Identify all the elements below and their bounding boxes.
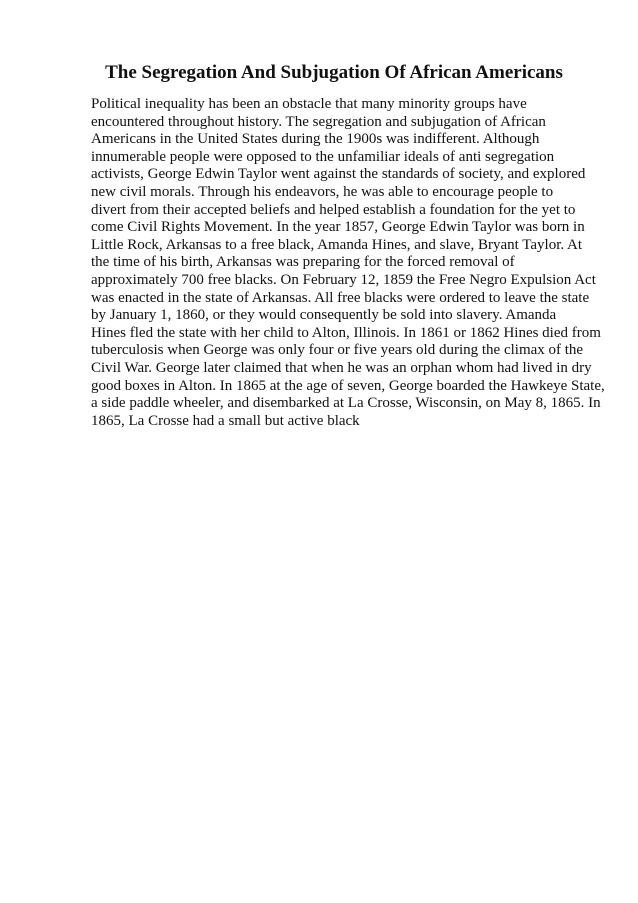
text-line: divert from their accepted beliefs and helped establish a foundation for the yet to: [91, 201, 576, 218]
text-line: 1865, La Crosse had a small but active black: [91, 412, 360, 429]
text-line: a side paddle wheeler, and disembarked at La Crosse, Wisconsin, on May 8, 1865. In: [91, 395, 601, 412]
body-paragraph: [91, 96, 605, 430]
text-line: tuberculosis when George was only four or five years old during the climax of the: [91, 342, 584, 359]
text-line: Political inequality has been an obstacle that many minority groups have: [91, 96, 527, 112]
text-line: Little Rock, Arkansas to a free black, Amanda Hines, and slave, Bryant Taylor. At: [91, 236, 583, 253]
text-line: innumerable people were opposed to the unfamiliar ideals of anti segregation: [91, 148, 555, 165]
text-line: Hines fled the state with her child to Alton, Illinois. In 1861 or 1862 Hines died from: [91, 324, 601, 341]
text-line: approximately 700 free blacks. On February 12, 1859 the Free Negro Expulsion Act: [91, 271, 596, 288]
text-line: by January 1, 1860, or they would consequently be sold into slavery. Amanda: [91, 307, 557, 324]
text-line: new civil morals. Through his endeavors, he was able to encourage people to: [91, 183, 554, 200]
document-title: The Segregation And Subjugation Of African Americans: [105, 62, 563, 83]
text-line: good boxes in Alton. In 1865 at the age of seven, George boarded the Hawkeye State,: [91, 377, 605, 394]
text-line: the time of his birth, Arkansas was preparing for the forced removal of: [91, 254, 515, 271]
text-line: encountered throughout history. The segregation and subjugation of African: [91, 113, 546, 130]
text-line: was enacted in the state of Arkansas. All free blacks were ordered to leave the state: [91, 289, 590, 306]
text-line: Americans in the United States during the 1900s was indifferent. Although: [91, 131, 540, 148]
text-line: Civil War. George later claimed that when he was an orphan whom had lived in dry: [91, 359, 592, 376]
text-line: activists, George Edwin Taylor went against the standards of society, and explored: [91, 166, 586, 183]
text-line: come Civil Rights Movement. In the year 1857, George Edwin Taylor was born in: [91, 219, 585, 236]
